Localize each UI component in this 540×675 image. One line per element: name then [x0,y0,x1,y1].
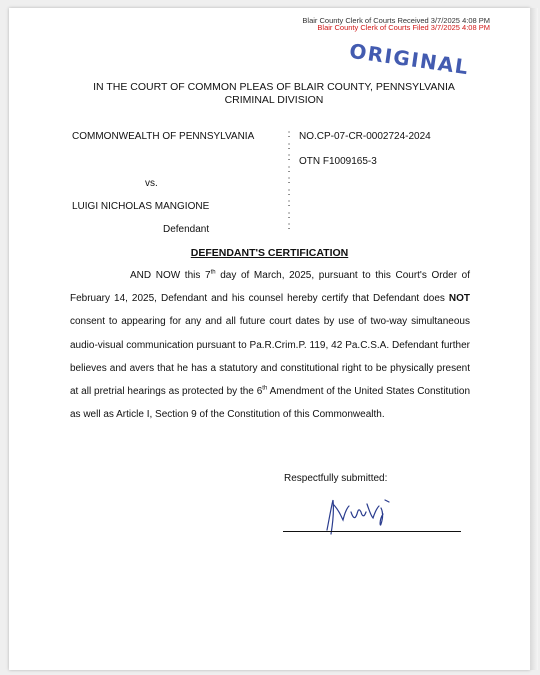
court-heading [69,81,479,107]
ordinal-superscript: th [262,385,268,392]
handwritten-signature [309,490,399,540]
document-page [9,8,530,670]
court-heading-line1: IN THE COURT OF COMMON PLEAS OF BLAIR COUNTY, PENNSYLVANIA [93,81,455,93]
caption-colon-column: : : : : : : : : : [287,129,291,232]
body-text-part: day of March, 2025, pursuant to this Court's Order of February 14, 2025, Defendant and his counsel hereby certify that Defendant does [70,270,470,305]
body-text-part: AND NOW this 7 [130,270,211,281]
ordinal-superscript: th [210,269,216,276]
filed-stamp: Blair County Clerk of Courts Filed 3/7/2025 4:08 PM [317,23,490,32]
received-stamp: Blair County Clerk of Courts Received 3/7/2025 4:08 PM [302,16,490,25]
closing-phrase: Respectfully submitted: [284,473,388,484]
body-text-part: consent to appearing for any and all future court dates by use of two-way simultaneous audio-visual communication pursuant to Pa.R.Crim.P. 119, 42 Pa.C.S.A. Defendant further believes and avers that he has a statutory and constitutional right to be physically present at all pretrial hearings as protected by the 6 [70,316,470,398]
emphasis-not: NOT [448,293,470,305]
case-number: NO.CP-07-CR-0002724-2024 [299,131,431,142]
certification-paragraph [70,264,470,426]
document-title: DEFENDANT'S CERTIFICATION [190,247,349,259]
original-stamp: ORIGINAL [347,38,471,80]
page-edge-shadow [530,8,538,670]
certification-body [70,264,470,426]
defendant-name: LUIGI NICHOLAS MANGIONE [72,201,210,212]
court-heading-line2: CRIMINAL DIVISION [224,94,324,106]
body-text-part: Amendment of the United States Constitution as well as Article I, Section 9 of the Constitution of this Commonwealth. [70,386,471,421]
defendant-label: Defendant [163,224,210,235]
signature-line [283,531,461,532]
plaintiff-name: COMMONWEALTH OF PENNSYLVANIA [72,131,255,142]
versus-label: vs. [145,178,158,189]
otn-number: OTN F1009165-3 [299,156,377,167]
